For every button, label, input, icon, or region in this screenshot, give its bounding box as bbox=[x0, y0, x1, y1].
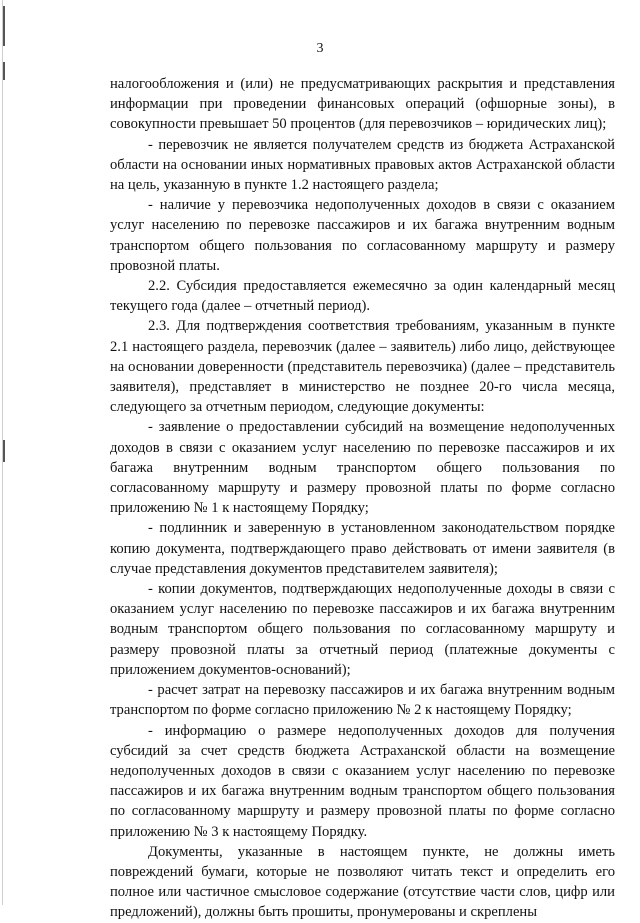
paragraph-clause-2-3: 2.3. Для подтверждения соответствия требованиям, указанным в пункте 2.1 настоящего раздела, перевозчик (далее – заявитель) либо лицо, действующее на основании доверенности (представитель перевозчика) (далее – представитель заявителя), представляет в министерство не позднее 20-го числа месяца, следующего за отчетным периодом, следующие документы: bbox=[110, 318, 615, 416]
paragraph-list-item: - наличие у перевозчика недополученных доходов в связи с оказанием услуг населению по перевозке пассажиров и их багажа внутренним водным транспортом общего пользования по согласованному маршруту и размеру провозной платы. bbox=[110, 197, 615, 274]
paragraph-list-item: - перевозчик не является получателем средств из бюджета Астраханской области на основании иных нормативных правовых актов Астраханской области на цель, указанную в пункте 1.2 настоящего раздела; bbox=[110, 136, 615, 194]
paragraph-list-item: - информацию о размере недополученных доходов для получения субсидий за счет средств бюджета Астраханской области на возмещение недополученных доходов в связи с оказанием услуг населению по перевозке пассажиров и их багажа внутренним водным транспортом общего пользования по согласованному маршруту и размеру провозной платы по форме согласно приложению № 3 к настоящему Порядку. bbox=[110, 722, 615, 840]
paragraph-documents-requirements: Документы, указанные в настоящем пункте, не должны иметь повреждений бумаги, которые не позволяют читать текст и определить его полное или частичное смысловое содержание (отсутствие части слов, цифр или предложений), должны быть прошиты, пронумерованы и скреплены bbox=[110, 843, 615, 921]
paragraph-clause-2-2: 2.2. Субсидия предоставляется ежемесячно за один календарный месяц текущего года (далее – отчетный период). bbox=[110, 278, 615, 315]
document-body bbox=[110, 74, 615, 923]
scan-edge-mark bbox=[3, 62, 5, 80]
paragraph-list-item: - подлинник и заверенную в установленном законодательством порядке копию документа, подтверждающего право действовать от имени заявителя (в случае представления документов представителем заявителя); bbox=[110, 520, 615, 577]
page-number: 3 bbox=[316, 41, 324, 56]
scan-edge-mark bbox=[3, 440, 5, 462]
paragraph-list-item: - заявление о предоставлении субсидий на возмещение недополученных доходов в связи с оказанием услуг населению по перевозке пассажиров и их багажа внутренним водным транспортом общего пользования по согласованному маршруту и размеру провозной платы по форме согласно приложению № 1 к настоящему Порядку; bbox=[110, 419, 615, 517]
paragraph-list-item: - копии документов, подтверждающих недополученные доходы в связи с оказанием услуг населению по перевозке пассажиров и их багажа внутренним водным транспортом общего пользования по согласованному маршруту и размеру провозной платы за отчетный период (платежные документы с приложением документов-оснований); bbox=[110, 581, 615, 678]
paragraph-continuation: налогообложения и (или) не предусматривающих раскрытия и представления информации при проведении финансовых операций (офшорные зоны), в совокупности превышает 50 процентов (для перевозчиков – юридических лиц); bbox=[110, 76, 615, 133]
paragraph-list-item: - расчет затрат на перевозку пассажиров и их багажа внутренним водным транспортом по форме согласно приложению № 2 к настоящему Порядку; bbox=[110, 682, 615, 719]
